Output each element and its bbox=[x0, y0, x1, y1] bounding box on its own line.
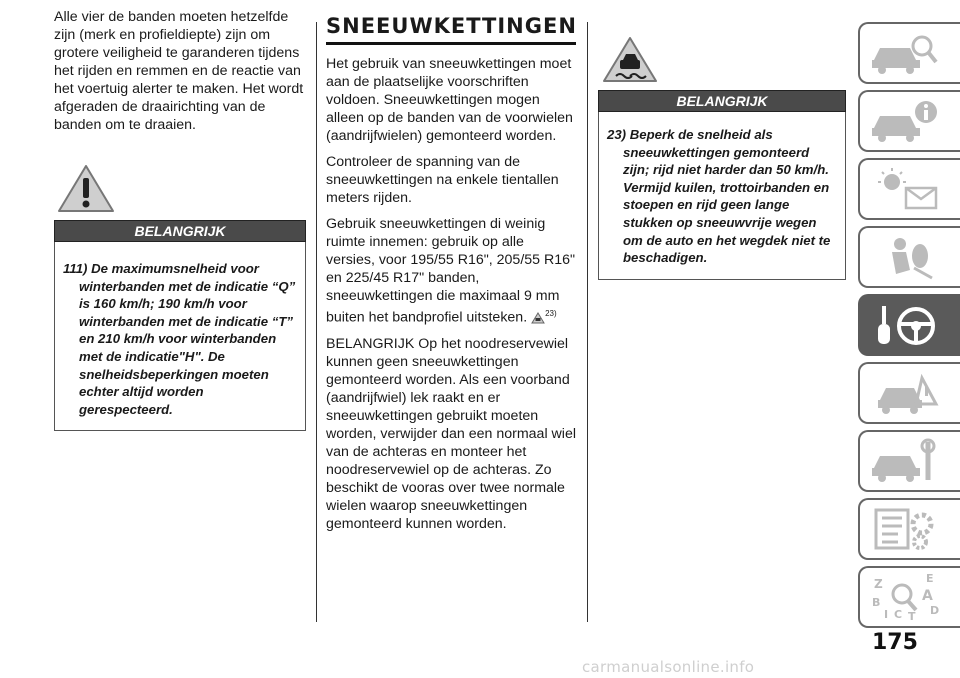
note-reference[interactable]: 23) bbox=[545, 309, 557, 318]
column-divider bbox=[587, 22, 588, 622]
tab-airbag-seat[interactable] bbox=[858, 226, 960, 288]
warning-lights-icon bbox=[870, 166, 940, 212]
svg-text:B: B bbox=[872, 596, 881, 609]
paragraph bbox=[326, 215, 576, 327]
tab-car-service[interactable] bbox=[858, 430, 960, 492]
column-right bbox=[598, 8, 846, 280]
column-left bbox=[54, 8, 306, 431]
svg-text:E: E bbox=[926, 574, 934, 585]
paragraph-text: Gebruik sneeuwkettingen di weinig ruimte innemen: gebruik op alle versies, voor 195/55 R16", 205/55 R16" en 225/45 R17" banden, sneeuwkettingen die maximaal 9 mm buiten het bandprofiel uitsteken. bbox=[326, 216, 576, 326]
skid-car-triangle-icon bbox=[531, 312, 545, 324]
tab-warning-lights[interactable] bbox=[858, 158, 960, 220]
car-search-icon bbox=[870, 30, 940, 76]
column-divider bbox=[316, 22, 317, 622]
car-info-icon bbox=[870, 98, 940, 144]
watermark: carmanualsonline.info bbox=[582, 658, 755, 676]
exclamation-triangle-icon bbox=[56, 164, 116, 214]
car-service-icon bbox=[870, 438, 940, 484]
key-steering-wheel-icon bbox=[870, 302, 940, 348]
note-item bbox=[63, 260, 297, 418]
paragraph: Controleer de spanning van de sneeuwkettingen na enkele tientallen meters rijden. bbox=[326, 154, 559, 206]
svg-text:T: T bbox=[908, 610, 916, 620]
tab-alphabet-index[interactable] bbox=[858, 566, 960, 628]
tab-specs[interactable] bbox=[858, 498, 960, 560]
svg-text:Z: Z bbox=[874, 577, 883, 591]
note-text: De maximumsnelheid voor winterbanden met de indicatie “Q” is 160 km/h; 190 km/h voor winterbanden met de indicatie “T” en 210 km/h voor winterbanden met de indicatie"H". De snelheidsbeperkingen moeten echter altijd worden gerespecteerd. bbox=[79, 261, 296, 417]
note-number: 23) bbox=[607, 127, 627, 142]
intro-paragraph: Alle vier de banden moeten hetzelfde zijn (merk en profieldiepte) zijn om grotere veiligheid te garanderen tijdens het rijden en remmen en de reactie van het voertuig alerter te maken. Het wordt afgeraden de draairichting van de banden om te draaien. bbox=[54, 9, 304, 133]
specs-gear-icon bbox=[870, 506, 940, 552]
svg-text:C: C bbox=[894, 608, 903, 620]
airbag-seat-icon bbox=[870, 234, 940, 280]
column-middle bbox=[326, 8, 576, 541]
warning-banner: BELANGRIJK bbox=[54, 220, 306, 242]
tab-car-crash[interactable] bbox=[858, 362, 960, 424]
note-text: Beperk de snelheid als sneeuwkettingen gemonteerd zijn; rijd niet harder dan 50 km/h. Vermijd kuilen, trottoirbanden en stoepen en rijd geen lange stukken op sneeuwvrije wegen om de auto en het wegdek niet te beschadigen. bbox=[623, 127, 831, 266]
note-item bbox=[607, 126, 837, 267]
note-number: 111) bbox=[63, 261, 88, 276]
skid-car-triangle-icon bbox=[602, 36, 658, 84]
paragraph: Het gebruik van sneeuwkettingen moet aan de plaatselijke voorschriften voldoen. Sneeuwkettingen mogen alleen op de banden van de voorwielen (aandrijfwielen) gemonteerd worden. bbox=[326, 56, 573, 144]
warning-banner: BELANGRIJK bbox=[598, 90, 846, 112]
tab-car-info[interactable] bbox=[858, 90, 960, 152]
page-number: 175 bbox=[872, 630, 918, 655]
svg-text:A: A bbox=[922, 588, 933, 604]
note-box bbox=[54, 242, 306, 431]
paragraph: BELANGRIJK Op het noodreservewiel kunnen geen sneeuwkettingen gemonteerd worden. Als een voorband (aandrijfwiel) lek raakt en er sneeuwkettingen gebruikt moeten worden, verwijder dan een normaal wiel van de achteras en monteer het noodreservewiel op de achteras. Zo beschikt de vooras over twee normale wielen waarop sneeuwkettingen gemonteerd kunnen worden. bbox=[326, 335, 576, 532]
section-heading: SNEEUWKETTINGEN bbox=[326, 14, 576, 45]
tab-car-search[interactable] bbox=[858, 22, 960, 84]
alphabet-index-icon bbox=[870, 574, 940, 620]
svg-text:D: D bbox=[930, 604, 940, 617]
note-box bbox=[598, 112, 846, 280]
svg-text:I: I bbox=[884, 608, 889, 620]
tab-key-steering[interactable] bbox=[858, 294, 960, 356]
car-crash-icon bbox=[870, 370, 940, 416]
